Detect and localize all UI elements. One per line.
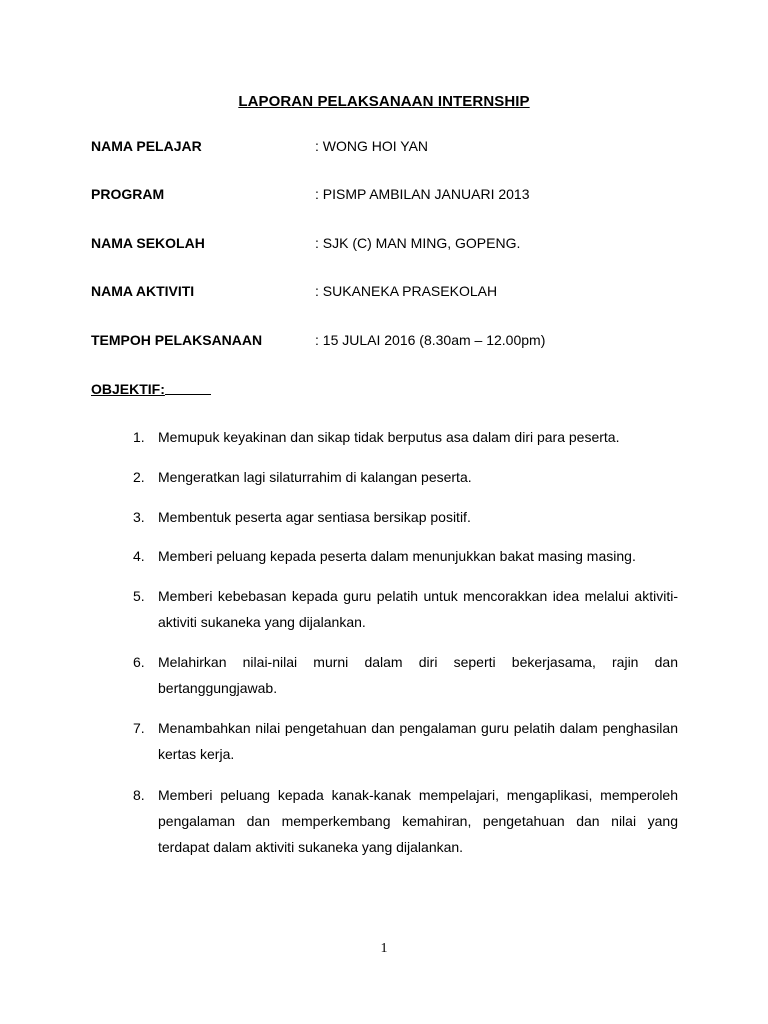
objective-number: 7. <box>133 720 145 736</box>
heading-underline <box>165 379 211 395</box>
field-value: : 15 JULAI 2016 (8.30am – 12.00pm) <box>315 332 546 348</box>
field-label: TEMPOH PELAKSANAAN <box>91 332 263 348</box>
objective-text: Memberi peluang kepada peserta dalam menunjukkan bakat masing masing. <box>158 548 636 564</box>
objective-item <box>133 583 678 635</box>
objective-number: 6. <box>133 654 145 670</box>
objective-text: Membentuk peserta agar sentiasa bersikap positif. <box>158 509 471 525</box>
objective-text: Menambahkan nilai pengetahuan dan pengalaman guru pelatih dalam penghasilan kertas kerja. <box>158 720 678 762</box>
objective-item <box>133 543 678 569</box>
objective-item <box>133 464 678 490</box>
field-label: NAMA AKTIVITI <box>91 283 195 299</box>
objective-number: 5. <box>133 588 145 604</box>
objective-item <box>133 782 678 860</box>
field-label: NAMA SEKOLAH <box>91 235 205 251</box>
objective-text: Memberi peluang kepada kanak-kanak mempelajari, mengaplikasi, memperoleh pengalaman dan memperkembang kemahiran, pengetahuan dan nilai yang terdapat dalam aktiviti sukaneka yang dijalankan. <box>158 787 678 855</box>
objective-text: Mengeratkan lagi silaturrahim di kalangan peserta. <box>158 469 472 485</box>
objective-number: 2. <box>133 469 145 485</box>
objective-text: Memupuk keyakinan dan sikap tidak berputus asa dalam diri para peserta. <box>158 429 620 445</box>
field-value: : SUKANEKA PRASEKOLAH <box>315 283 498 299</box>
page-number: 1 <box>380 941 388 956</box>
objective-number: 3. <box>133 509 145 525</box>
objectives-heading <box>91 379 211 399</box>
objective-number: 4. <box>133 548 145 564</box>
objective-text: Memberi kebebasan kepada guru pelatih untuk mencorakkan idea melalui aktiviti-aktiviti sukaneka yang dijalankan. <box>158 588 678 630</box>
objective-item <box>133 504 678 530</box>
objective-item <box>133 424 678 450</box>
field-value: : WONG HOI YAN <box>315 138 429 154</box>
field-label: PROGRAM <box>91 186 165 202</box>
field-label: NAMA PELAJAR <box>91 138 202 154</box>
objective-number: 1. <box>133 429 145 445</box>
objective-text: Melahirkan nilai-nilai murni dalam diri seperti bekerjasama, rajin dan bertanggungjawab. <box>158 654 678 696</box>
field-value: : SJK (C) MAN MING, GOPENG. <box>315 235 521 251</box>
objective-item <box>133 715 678 767</box>
objective-number: 8. <box>133 787 145 803</box>
field-value: : PISMP AMBILAN JANUARI 2013 <box>315 186 530 202</box>
objective-item <box>133 649 678 701</box>
document-title: LAPORAN PELAKSANAAN INTERNSHIP <box>238 93 530 110</box>
objectives-heading-text: OBJEKTIF: <box>91 381 165 397</box>
